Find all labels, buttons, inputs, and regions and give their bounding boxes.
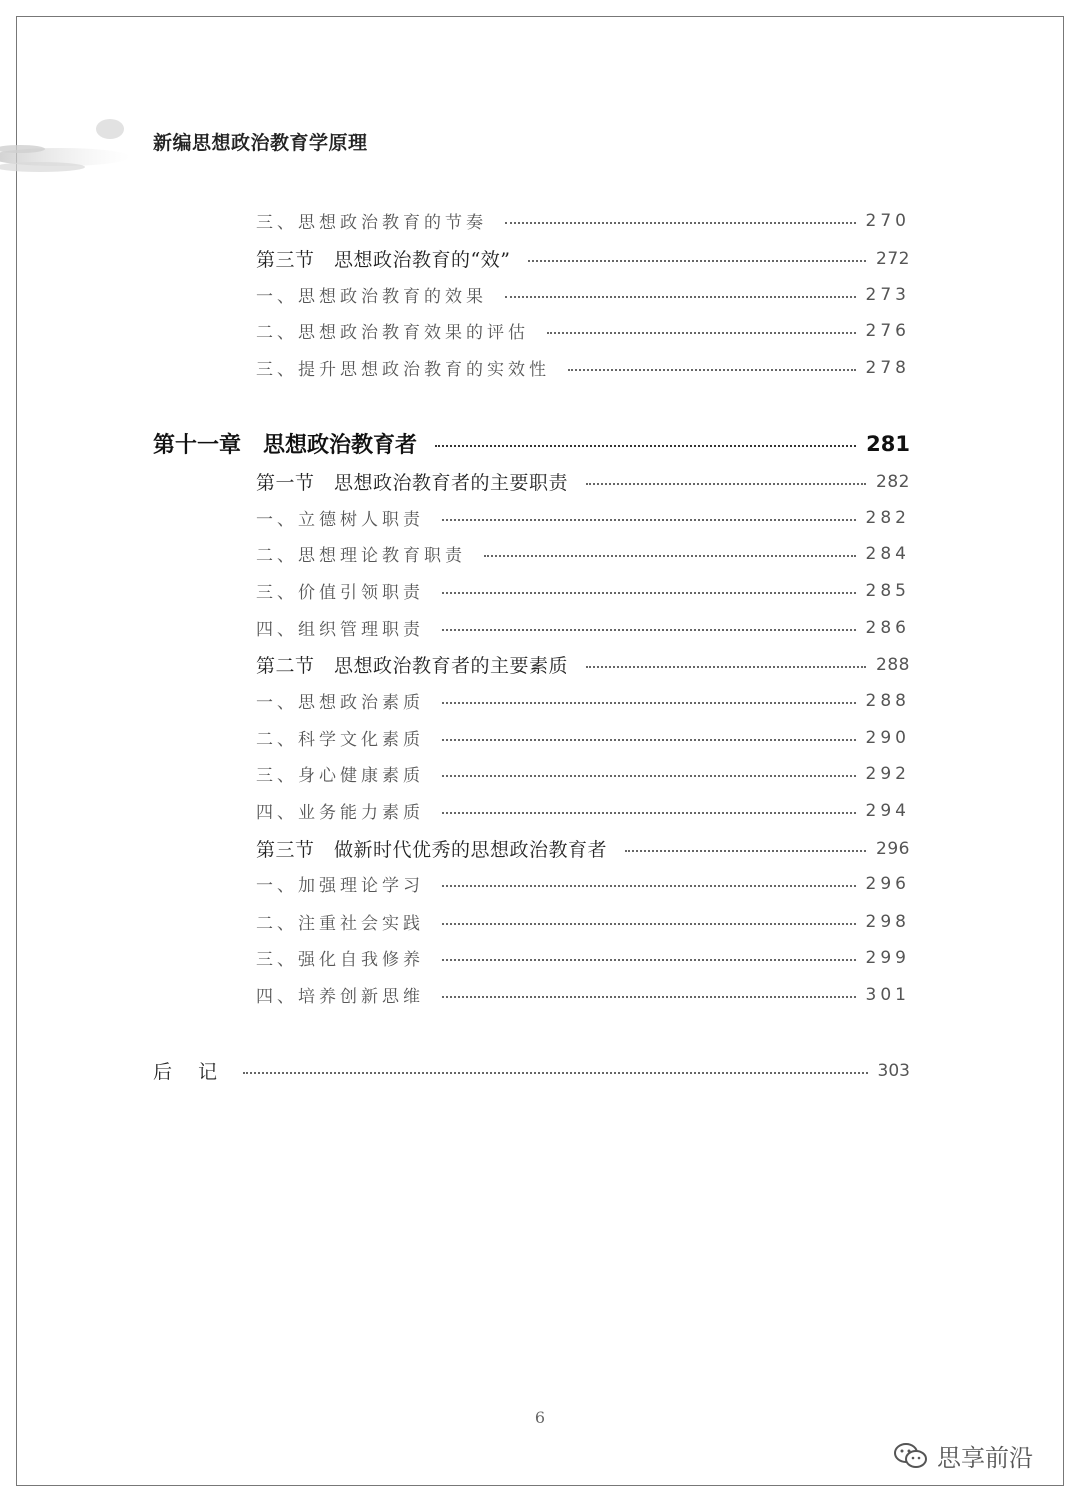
toc-section[interactable]: [256, 245, 910, 272]
dot-leader: [442, 702, 856, 704]
dot-leader: [505, 222, 856, 224]
toc-entry-title: 一、加强理论学习: [256, 876, 424, 896]
dot-leader: [442, 885, 856, 887]
dot-leader: [442, 959, 856, 961]
watermark: [893, 1438, 1033, 1473]
toc-page-number: 292: [865, 763, 910, 784]
toc-page-number: 290: [865, 727, 910, 748]
dot-leader: [528, 260, 866, 262]
dot-leader: [547, 332, 856, 334]
toc-entry-title: 第一节 思想政治教育者的主要职责: [256, 472, 569, 494]
toc-item[interactable]: [256, 871, 910, 896]
toc-chapter[interactable]: [153, 428, 910, 459]
toc-page-number: 281: [866, 431, 910, 456]
toc-item[interactable]: [256, 798, 910, 823]
dot-leader: [505, 296, 856, 298]
dot-leader: [442, 519, 856, 521]
toc-section[interactable]: [256, 468, 910, 495]
toc-page-number: 286: [865, 617, 910, 638]
toc-entry-title: 二、科学文化素质: [256, 730, 424, 750]
toc-entry-title: 第三节 做新时代优秀的思想政治教育者: [256, 839, 608, 861]
toc-page-number: 272: [876, 248, 910, 269]
toc-page-number: 294: [865, 800, 910, 821]
toc-section[interactable]: [256, 835, 910, 862]
toc-entry-title: 第二节 思想政治教育者的主要素质: [256, 655, 569, 677]
toc-item[interactable]: [256, 761, 910, 786]
toc-entry-title: 二、思想政治教育效果的评估: [256, 323, 529, 343]
dot-leader: [625, 850, 866, 852]
book-title: 新编思想政治教育学原理: [153, 132, 368, 154]
dot-leader: [442, 812, 856, 814]
toc-page-number: 276: [865, 320, 910, 341]
dot-leader: [442, 923, 856, 925]
toc-item[interactable]: [256, 505, 910, 530]
watermark-text: 思享前沿: [937, 1444, 1033, 1472]
toc-item[interactable]: [256, 688, 910, 713]
toc-item[interactable]: [256, 282, 910, 307]
toc-page-number: 303: [877, 1060, 910, 1081]
toc-entry-title: 四、培养创新思维: [256, 987, 424, 1007]
toc-page-number: 288: [876, 654, 910, 675]
toc-page-number: 296: [865, 873, 910, 894]
toc-entry-title: 三、提升思想政治教育的实效性: [256, 360, 550, 380]
toc-entry-title: 一、立德树人职责: [256, 510, 424, 530]
toc-entry-title: 第三节 思想政治教育的“效”: [256, 249, 511, 271]
toc-item[interactable]: [256, 541, 910, 566]
toc-afterword[interactable]: [153, 1057, 910, 1084]
dot-leader: [442, 775, 856, 777]
toc-entry-title: 第十一章 思想政治教育者: [153, 432, 418, 458]
dot-leader: [442, 629, 856, 631]
toc-entry-title: 二、注重社会实践: [256, 914, 424, 934]
toc-page-number: 296: [876, 838, 910, 859]
toc-entry-title: 三、身心健康素质: [256, 766, 424, 786]
dot-leader: [243, 1072, 868, 1074]
toc-item[interactable]: [256, 945, 910, 970]
toc-page-number: 273: [865, 284, 910, 305]
toc-section[interactable]: [256, 651, 910, 678]
toc-entry-title: 二、思想理论教育职责: [256, 546, 466, 566]
ink-wash-decoration: [0, 115, 170, 185]
toc-entry-title: 三、价值引领职责: [256, 583, 424, 603]
dot-leader: [442, 739, 856, 741]
toc-page-number: 284: [865, 543, 910, 564]
dot-leader: [568, 369, 856, 371]
dot-leader: [442, 592, 856, 594]
toc-item[interactable]: [256, 355, 910, 380]
toc-page-number: 285: [865, 580, 910, 601]
toc-page-number: 298: [865, 911, 910, 932]
dot-leader: [586, 666, 866, 668]
toc-page-number: 301: [865, 984, 910, 1005]
page-frame: [16, 16, 1064, 1486]
toc-page-number: 299: [865, 947, 910, 968]
dot-leader: [442, 996, 856, 998]
toc-entry-title: 四、业务能力素质: [256, 803, 424, 823]
wechat-icon: [893, 1441, 929, 1471]
toc-page-number: 282: [876, 471, 910, 492]
toc-page-number: 282: [865, 507, 910, 528]
page-number: 6: [534, 1408, 546, 1427]
toc-item[interactable]: [256, 615, 910, 640]
toc-item[interactable]: [256, 909, 910, 934]
toc-item[interactable]: [256, 578, 910, 603]
toc-entry-title: 三、强化自我修养: [256, 950, 424, 970]
toc-item[interactable]: [256, 982, 910, 1007]
toc-page-number: 288: [865, 690, 910, 711]
dot-leader: [435, 445, 856, 447]
toc-item[interactable]: [256, 208, 910, 233]
toc-entry-title: 四、组织管理职责: [256, 620, 424, 640]
toc-entry-title: 一、思想政治素质: [256, 693, 424, 713]
dot-leader: [484, 555, 856, 557]
toc-item[interactable]: [256, 725, 910, 750]
dot-leader: [586, 483, 866, 485]
toc-entry-title: 三、思想政治教育的节奏: [256, 213, 487, 233]
toc-entry-title: 后记: [153, 1061, 244, 1083]
toc-page-number: 278: [865, 357, 910, 378]
toc-item[interactable]: [256, 318, 910, 343]
toc-page-number: 270: [865, 210, 910, 231]
toc-entry-title: 一、思想政治教育的效果: [256, 287, 487, 307]
